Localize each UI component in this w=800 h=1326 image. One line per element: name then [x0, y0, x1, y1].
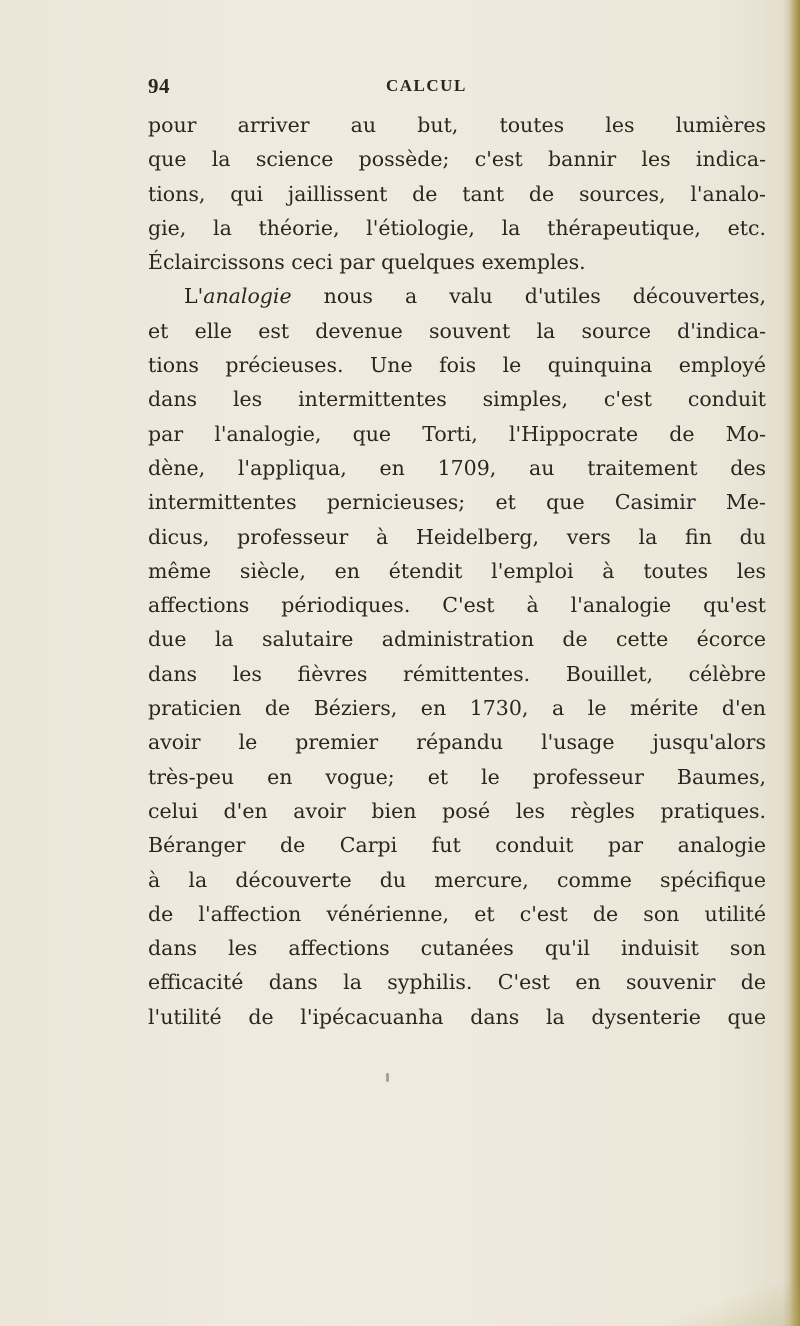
text-line: très-peu en vogue; et le professeur Baumes,: [148, 764, 766, 789]
text-line: gie, la théorie, l'étiologie, la thérapeutique, etc.: [148, 215, 766, 240]
text-line: par l'analogie, que Torti, l'Hippocrate de Mo-: [148, 421, 766, 446]
page-edge: [782, 0, 800, 1326]
text-line: tions précieuses. Une fois le quinquina employé: [148, 353, 766, 378]
text-line: avoir le premier répandu l'usage jusqu'alors: [148, 730, 766, 755]
text-line: et elle est devenue souvent la source d'indica-: [148, 318, 766, 343]
page-edge-shadow: [660, 1286, 800, 1326]
text-line: affections périodiques. C'est à l'analogie qu'est: [148, 593, 766, 618]
text-line: celui d'en avoir bien posé les règles pratiques.: [148, 798, 766, 823]
text-line: dans les fièvres rémittentes. Bouillet, célèbre: [148, 661, 766, 686]
page-header: [148, 74, 748, 104]
text-line: praticien de Béziers, en 1730, a le mérite d'en: [148, 696, 766, 721]
ink-speck: [386, 1073, 389, 1082]
text-line: même siècle, en étendit l'emploi à toutes les: [148, 558, 766, 583]
body-text: [148, 108, 766, 1034]
text-line: Éclaircissons ceci par quelques exemples.: [148, 250, 586, 275]
line-prefix: L': [184, 284, 204, 309]
text-line: dans les affections cutanées qu'il induisit son: [148, 936, 766, 961]
text-line: dans les intermittentes simples, c'est conduit: [148, 387, 766, 412]
text-line: intermittentes pernicieuses; et que Casimir Me-: [148, 490, 766, 515]
text-line: que la science possède; c'est bannir les indica-: [148, 147, 766, 172]
text-line: Béranger de Carpi fut conduit par analogie: [148, 833, 766, 858]
text-line: l'utilité de l'ipécacuanha dans la dysenterie que: [148, 1004, 766, 1029]
text-line: efficacité dans la syphilis. C'est en souvenir de: [148, 970, 766, 995]
line-suffix: nous a valu d'utiles découvertes,: [291, 284, 766, 309]
text-line: pour arriver au but, toutes les lumières: [148, 113, 766, 137]
text-line: de l'affection vénérienne, et c'est de son utilité: [148, 901, 766, 926]
italic-term: analogie: [203, 284, 292, 309]
text-line: dicus, professeur à Heidelberg, vers la fin du: [148, 524, 766, 549]
text-line: à la découverte du mercure, comme spécifique: [148, 867, 766, 892]
text-line-italic-start: [148, 279, 766, 313]
text-line: tions, qui jaillissent de tant de sources, l'analo-: [148, 181, 766, 206]
running-title: CALCUL: [386, 76, 467, 95]
page-number: 94: [148, 74, 170, 98]
text-line: dène, l'appliqua, en 1709, au traitement des: [148, 455, 766, 480]
text-line: due la salutaire administration de cette écorce: [148, 627, 766, 652]
